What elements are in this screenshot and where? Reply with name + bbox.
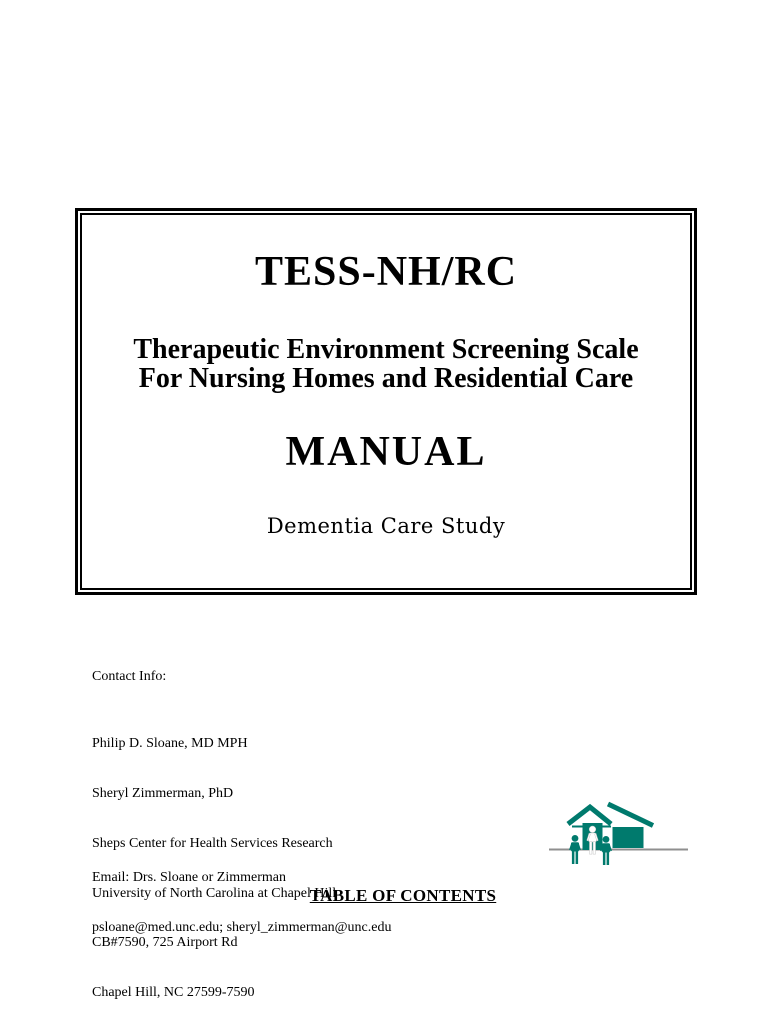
right-roof-icon bbox=[608, 804, 653, 826]
house-people-logo-icon bbox=[549, 793, 699, 871]
study-name: Dementia Care Study bbox=[266, 514, 506, 538]
email-addresses-line: psloane@med.unc.edu; sheryl_zimmerman@unc.edu bbox=[92, 919, 392, 935]
document-acronym-title: TESS-NH/RC bbox=[254, 249, 518, 295]
contact-line-address: CB#7590, 725 Airport Rd bbox=[92, 935, 238, 951]
document-subtitle bbox=[82, 335, 690, 393]
contact-line-name-2: Sheryl Zimmerman, PhD bbox=[92, 785, 234, 801]
contact-line-organization: Sheps Center for Health Services Research bbox=[92, 835, 333, 851]
email-contacts-line: Email: Drs. Sloane or Zimmerman bbox=[92, 870, 287, 886]
house-wing-icon bbox=[613, 827, 644, 848]
house-roof-icon bbox=[568, 807, 611, 824]
title-frame-inner bbox=[80, 213, 692, 590]
title-frame bbox=[75, 208, 697, 595]
manual-title: MANUAL bbox=[285, 429, 487, 475]
contact-line-name-1: Philip D. Sloane, MD MPH bbox=[92, 736, 248, 752]
contact-info-heading: Contact Info: bbox=[92, 669, 167, 684]
table-of-contents-heading: TABLE OF CONTENTS bbox=[309, 886, 497, 905]
contact-line-university: University of North Carolina at Chapel Hill bbox=[92, 885, 337, 901]
contact-line-city-state-zip: Chapel Hill, NC 27599-7590 bbox=[92, 985, 255, 1001]
subtitle-line-2: For Nursing Homes and Residential Care bbox=[138, 363, 634, 394]
subtitle-line-1: Therapeutic Environment Screening Scale bbox=[133, 334, 639, 365]
